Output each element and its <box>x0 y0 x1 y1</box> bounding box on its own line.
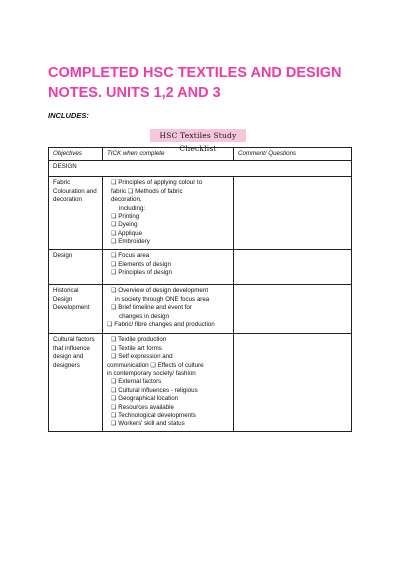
row-checklist <box>103 177 234 250</box>
checklist-line: ❑ Self expression and <box>111 353 173 361</box>
checklist-line: ❑ Principles of applying colour to <box>111 179 203 187</box>
checklist-line: ❑ Embroidery <box>111 238 150 246</box>
checklist-line: ❑ Printing <box>111 213 140 221</box>
row-comments <box>234 285 352 334</box>
row-comments <box>234 334 352 431</box>
checklist-line: ❑ Principles of design <box>111 269 172 277</box>
checklist-line: ❑ Overview of design development <box>111 287 209 295</box>
header-objectives: Objectives <box>49 148 103 161</box>
checklist-line: ❑ Focus area <box>111 252 150 260</box>
checklist-line: ❑ Workers' skill and status <box>111 420 185 428</box>
row-topic: Historical Design Development <box>49 285 103 334</box>
checklist-line: ❑ Dyeing <box>111 221 138 229</box>
checklist-title: HSC Textiles Study Checklist <box>150 129 246 142</box>
table-row <box>49 177 352 250</box>
row-topic: Fabric Colouration and decoration <box>49 177 103 250</box>
row-topic: Design <box>49 250 103 285</box>
row-comments <box>234 250 352 285</box>
checklist-line: in contemporary society/ fashion <box>107 370 196 378</box>
checklist-line: ❑ Applique <box>111 229 143 237</box>
study-checklist-table <box>48 147 352 432</box>
section-row <box>49 161 352 177</box>
checklist-line: ❑ Textile production <box>111 336 167 344</box>
checklist-line: changes in design <box>119 312 169 320</box>
checklist-line: communication ❑ Effects of culture <box>107 361 204 369</box>
row-checklist <box>103 250 234 285</box>
checklist-line: ❑ Cultural influences - religious <box>111 386 198 394</box>
table-row <box>49 285 352 334</box>
checklist-line: ❑ Geographical location <box>111 395 179 403</box>
checklist-line: ❑ Elements of design <box>111 260 171 268</box>
header-comments: Comment/ Questions <box>234 148 352 161</box>
checklist-line: in society through ONE focus area <box>115 295 210 303</box>
includes-label: INCLUDES: <box>48 111 89 120</box>
row-comments <box>234 177 352 250</box>
header-row <box>49 148 352 161</box>
checklist-line: ❑ Resources available <box>111 403 174 411</box>
checklist-line: ❑ Technological developments <box>111 412 196 420</box>
table-row <box>49 334 352 431</box>
row-topic: Cultural factors that influence design and designers <box>49 334 103 431</box>
checklist-line: ❑ Fabric/ fibre changes and production <box>107 321 215 329</box>
document-title: COMPLETED HSC TEXTILES AND DESIGN NOTES. UNITS 1,2 AND 3 <box>48 65 342 101</box>
checklist-line: fabric ❑ Methods of fabric <box>111 187 183 195</box>
table-row <box>49 250 352 285</box>
section-heading: DESIGN <box>49 161 352 177</box>
row-checklist <box>103 334 234 431</box>
row-checklist <box>103 285 234 334</box>
checklist-line: decoration, <box>111 196 142 204</box>
checklist-line: ❑ Brief timeline and event for <box>111 304 192 312</box>
checklist-line: including: <box>119 204 146 212</box>
checklist-line: ❑ External factors <box>111 378 162 386</box>
checklist-line: ❑ Textile art forms <box>111 344 162 352</box>
header-tick: TICK when complete <box>103 148 234 161</box>
